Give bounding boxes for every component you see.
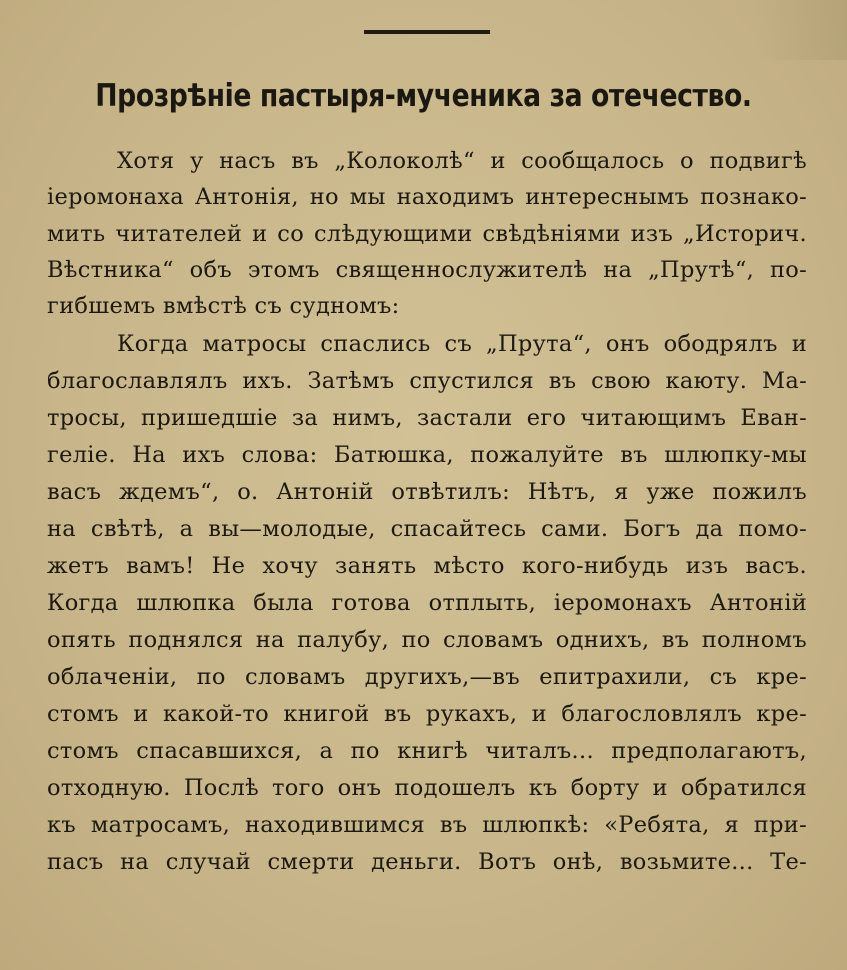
top-rule bbox=[364, 30, 490, 34]
text-line-18: отходную. Послѣ того онъ подошелъ къ борту и обратился bbox=[47, 775, 807, 801]
text-line-20: пасъ на случай смерти деньги. Вотъ онѣ, возьмите... Те- bbox=[47, 849, 807, 875]
text-line-6: Когда матросы спаслись съ „Прута“, онъ ободрялъ и bbox=[117, 331, 807, 357]
text-line-9: геліе. На ихъ слова: Батюшка, пожалуйте въ шлюпку-мы bbox=[47, 442, 807, 468]
text-line-13: Когда шлюпка была готова отплыть, іеромонахъ Антоній bbox=[47, 590, 807, 616]
bleed-through bbox=[757, 0, 847, 60]
text-line-12: жетъ вамъ! Не хочу занять мѣсто кого-нибудь изъ васъ. bbox=[47, 553, 807, 579]
text-line-19: къ матросамъ, находившимся въ шлюпкѣ: «Ребята, я при- bbox=[47, 812, 807, 838]
text-line-1: Хотя у насъ въ „Колоколѣ“ и сообщалось о подвигѣ bbox=[117, 148, 807, 174]
article-title: Прозрѣніе пастыря-мученика за отечество. bbox=[95, 78, 752, 114]
text-line-4: Вѣстника“ объ этомъ священнослужителѣ на „Прутѣ“, по- bbox=[47, 257, 807, 283]
text-line-17: стомъ спасавшихся, а по книгѣ читалъ... предполагаютъ, bbox=[47, 738, 807, 764]
text-line-14: опять поднялся на палубу, по словамъ однихъ, въ полномъ bbox=[47, 627, 807, 653]
text-line-7: благославлялъ ихъ. Затѣмъ спустился въ свою каюту. Ма- bbox=[47, 368, 807, 394]
text-line-15: облаченіи, по словамъ другихъ,—въ епитрахили, съ кре- bbox=[47, 664, 807, 690]
text-line-16: стомъ и какой-то книгой въ рукахъ, и благословлялъ кре- bbox=[47, 701, 807, 727]
text-line-10: васъ ждемъ“, о. Антоній отвѣтилъ: Нѣтъ, я уже пожилъ bbox=[47, 479, 807, 505]
text-line-11: на свѣтѣ, а вы—молодые, спасайтесь сами. Богъ да помо- bbox=[47, 516, 807, 542]
text-line-5: гибшемъ вмѣстѣ съ судномъ: bbox=[47, 293, 400, 319]
text-line-2: іеромонаха Антонія, но мы находимъ интереснымъ познако- bbox=[47, 184, 807, 210]
text-line-8: тросы, пришедшіе за нимъ, застали его читающимъ Еван- bbox=[47, 405, 807, 431]
text-line-3: мить читателей и со слѣдующими свѣдѣніями изъ „Историч. bbox=[47, 221, 807, 247]
